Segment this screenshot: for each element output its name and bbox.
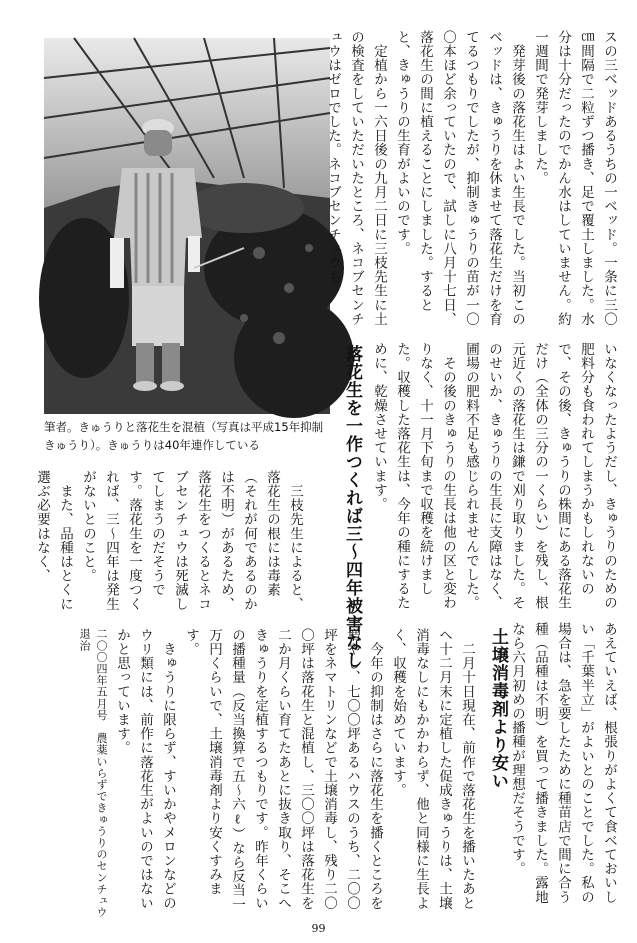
page-number: 99 <box>311 922 326 935</box>
body-text-bottom-mid: 二月十日現在、前作で落花生を播いたあとへ十二月末に定植した促成きゅうりは、土壌消毒なしにもかかわらず、他と同様に生長よく、収穫を始めています。 今年の抑制はさらに落花生を播くところを増やし、七〇〇坪あるハウスのうち、二〇〇坪をネマトリンなどで土壌消毒し、残り二〇〇坪は落花生と混植し、三〇〇坪は落花生を二か月くらい育てたあとに抜き取り、そこへきゅうりを定植するつもりです。昨年くらいの播種量（反当換算で五〜六ℓ）なら反当一万円くらいで、土壌消毒剤より安くすみます。 きゅうりに限らず、すいかやメロンなどのウリ類には、前作に落花生がよいのではないかと思っています。 <box>114 628 475 912</box>
source-note: 二〇〇四年五月号 農薬いらずできゅうりのセンチュウ退治 <box>78 628 108 918</box>
body-text-top-right: スの三ベッドあるうちの一ベッド。一条に三〇㎝間隔で二粒ずつ播き、足で覆土しました。水分は十分だったのでかん水はしていません。約一週間で発芽しました。 発芽後の落花生はよい生長でした。当初このベッドは、きゅうりを休ませて落花生だけを育てるつもりでしたが、抑制きゅうりの苗が一〇〇本ほど余っていたので、試しに八月十七日、落花生の間に植えることにしました。するとと、きゅうりの生育がよいのです。 定植から一六日後の九月二日に三枝先生に土の検査をしていただいたところ、ネコブセンチュウはゼロでした。ネコブセンチュウも <box>325 30 617 327</box>
body-text-bottom-right: あえていえば、根張りがよくて食べておいしい「千葉半立」がよいとのことでした。私の場合は、急を要したために種苗店で間に合う種（品種は不明）を買って播きました。露地なら六月初めの播種が理想だそうです。 <box>509 622 617 904</box>
photo-caption: 筆者。きゅうりと落花生を混植（写真は平成15年抑制きゅうり）。きゅうりは40年連作している <box>44 420 324 452</box>
section-heading-cheaper: 土壌消毒剤より安い <box>488 628 508 790</box>
body-text-mid-right: いなくなったようだし、きゅうりのための肥料分も食われてしまうかもしれないので、その後、きゅうりの株間にある落花生だけ（全体の三分の一くらい）を残し、根元近くの落花生は鎌で刈り取りました。そのせいか、きゅうりの生長に支障はなく、圃場の肥料不足も感じられませんでした。 その後のきゅうりの生長は他の区と変わりなく、十一月下旬まで収穫を続けました。収穫した落花生は、今年の種にするために、乾燥させています。 <box>371 342 617 610</box>
section-heading-peanut: 落花生を一作つくれば三〜四年被害なし <box>342 345 362 669</box>
body-text-mid-left: 三枝先生によると、落花生の根には毒素（それが何であるのかは不明）があるため、落花生をつくるとネコブセンチュウは死滅してしまうのだそうです。落花生を一度つくれば、三〜四年は発生がないとのこと。 また、品種はとくに選ぶ必要はなく、 <box>34 470 303 611</box>
author-photo <box>44 38 330 414</box>
